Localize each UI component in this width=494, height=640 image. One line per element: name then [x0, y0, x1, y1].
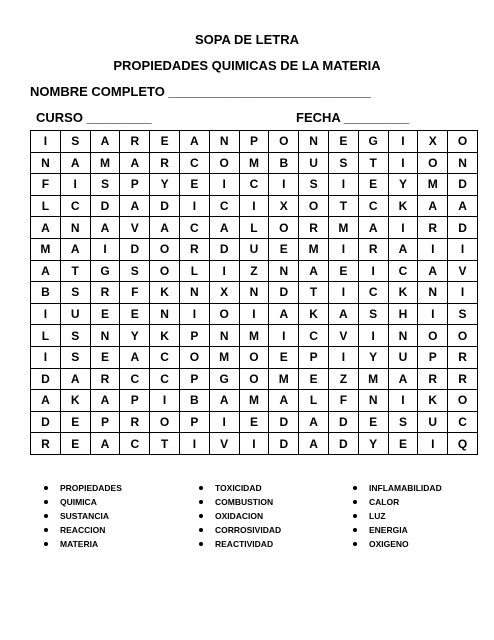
grid-cell[interactable]: E: [358, 174, 388, 196]
grid-cell[interactable]: L: [31, 325, 61, 347]
grid-cell[interactable]: O: [269, 131, 299, 153]
grid-cell[interactable]: U: [299, 152, 329, 174]
grid-cell[interactable]: P: [299, 346, 329, 368]
grid-cell[interactable]: T: [60, 260, 90, 282]
grid-cell[interactable]: T: [150, 433, 180, 455]
grid-cell[interactable]: F: [31, 174, 61, 196]
grid-cell[interactable]: I: [388, 390, 418, 412]
word-list-column-3: [353, 483, 442, 553]
grid-cell[interactable]: R: [448, 368, 478, 390]
grid-cell[interactable]: K: [299, 303, 329, 325]
bullet-icon: [353, 528, 357, 532]
grid-cell[interactable]: C: [239, 174, 269, 196]
grid-row: [31, 433, 478, 455]
grid-cell[interactable]: I: [239, 303, 269, 325]
grid-cell[interactable]: N: [239, 282, 269, 304]
grid-cell[interactable]: I: [150, 390, 180, 412]
grid-cell[interactable]: H: [388, 303, 418, 325]
grid-cell[interactable]: I: [269, 325, 299, 347]
grid-cell[interactable]: N: [150, 303, 180, 325]
grid-cell[interactable]: G: [358, 131, 388, 153]
grid-cell[interactable]: N: [358, 390, 388, 412]
word-label: COMBUSTION: [215, 497, 274, 507]
grid-cell[interactable]: A: [388, 368, 418, 390]
word-list-item: [353, 497, 442, 511]
grid-cell[interactable]: K: [418, 390, 448, 412]
grid-cell[interactable]: A: [60, 152, 90, 174]
grid-cell[interactable]: O: [418, 152, 448, 174]
grid-cell[interactable]: O: [150, 238, 180, 260]
word-label: CALOR: [369, 497, 400, 507]
grid-row: [31, 325, 478, 347]
grid-cell[interactable]: I: [418, 303, 448, 325]
date-field[interactable]: FECHA _________: [296, 110, 409, 125]
grid-cell[interactable]: E: [179, 174, 209, 196]
grid-cell[interactable]: A: [299, 260, 329, 282]
grid-cell[interactable]: A: [418, 195, 448, 217]
word-label: TOXICIDAD: [215, 483, 262, 493]
grid-cell[interactable]: D: [448, 217, 478, 239]
bullet-icon: [44, 528, 48, 532]
grid-cell[interactable]: K: [60, 390, 90, 412]
grid-cell[interactable]: R: [418, 368, 448, 390]
grid-cell[interactable]: S: [60, 325, 90, 347]
grid-cell[interactable]: X: [269, 195, 299, 217]
grid-cell[interactable]: I: [358, 260, 388, 282]
grid-cell[interactable]: P: [90, 411, 120, 433]
grid-cell[interactable]: B: [31, 282, 61, 304]
grid-cell[interactable]: O: [179, 346, 209, 368]
full-name-field[interactable]: NOMBRE COMPLETO ____________________________: [30, 84, 371, 99]
word-list-item: [353, 525, 442, 539]
grid-cell[interactable]: M: [418, 174, 448, 196]
grid-cell[interactable]: I: [179, 433, 209, 455]
grid-cell[interactable]: O: [209, 152, 239, 174]
word-list-item: [199, 539, 281, 553]
bullet-icon: [199, 542, 203, 546]
grid-cell[interactable]: P: [179, 368, 209, 390]
word-label: OXIDACION: [215, 511, 264, 521]
grid-cell[interactable]: N: [388, 325, 418, 347]
grid-cell[interactable]: N: [209, 325, 239, 347]
grid-cell[interactable]: A: [388, 238, 418, 260]
grid-cell[interactable]: S: [120, 260, 150, 282]
word-list-item: [44, 525, 122, 539]
grid-cell[interactable]: E: [60, 433, 90, 455]
grid-cell[interactable]: I: [179, 303, 209, 325]
grid-cell[interactable]: Y: [358, 346, 388, 368]
grid-cell[interactable]: Y: [358, 433, 388, 455]
grid-row: [31, 131, 478, 153]
grid-cell[interactable]: C: [60, 195, 90, 217]
grid-cell[interactable]: D: [269, 411, 299, 433]
grid-row: [31, 152, 478, 174]
grid-cell[interactable]: E: [120, 303, 150, 325]
grid-cell[interactable]: N: [60, 217, 90, 239]
grid-cell[interactable]: A: [120, 195, 150, 217]
word-label: LUZ: [369, 511, 386, 521]
word-label: REACTIVIDAD: [215, 539, 274, 549]
grid-cell[interactable]: R: [120, 411, 150, 433]
grid-cell[interactable]: A: [31, 390, 61, 412]
grid-row: [31, 238, 478, 260]
grid-cell[interactable]: I: [31, 303, 61, 325]
grid-cell[interactable]: E: [150, 131, 180, 153]
grid-cell[interactable]: Q: [448, 433, 478, 455]
grid-cell[interactable]: E: [239, 411, 269, 433]
grid-cell[interactable]: V: [328, 325, 358, 347]
grid-cell[interactable]: S: [448, 303, 478, 325]
grid-cell[interactable]: P: [120, 390, 150, 412]
grid-cell[interactable]: V: [120, 217, 150, 239]
grid-cell[interactable]: Z: [328, 368, 358, 390]
grid-row: [31, 390, 478, 412]
grid-cell[interactable]: E: [90, 346, 120, 368]
grid-cell[interactable]: A: [120, 346, 150, 368]
grid-cell[interactable]: I: [209, 174, 239, 196]
grid-cell[interactable]: X: [418, 131, 448, 153]
grid-cell[interactable]: I: [328, 174, 358, 196]
grid-row: [31, 174, 478, 196]
grid-cell[interactable]: R: [31, 433, 61, 455]
word-search-grid: [30, 130, 478, 455]
grid-cell[interactable]: T: [358, 152, 388, 174]
grid-cell[interactable]: M: [239, 325, 269, 347]
page-title: SOPA DE LETRA: [194, 32, 299, 47]
grid-cell[interactable]: T: [328, 195, 358, 217]
grid-cell[interactable]: A: [150, 217, 180, 239]
grid-cell[interactable]: I: [328, 238, 358, 260]
grid-cell[interactable]: I: [179, 195, 209, 217]
grid-cell[interactable]: I: [209, 411, 239, 433]
grid-cell[interactable]: C: [358, 195, 388, 217]
grid-cell[interactable]: A: [60, 238, 90, 260]
grid-cell[interactable]: I: [31, 131, 61, 153]
grid-cell[interactable]: D: [209, 238, 239, 260]
grid-cell[interactable]: R: [120, 131, 150, 153]
grid-cell[interactable]: V: [209, 433, 239, 455]
grid-row: [31, 260, 478, 282]
grid-cell[interactable]: O: [239, 346, 269, 368]
grid-cell[interactable]: C: [179, 152, 209, 174]
grid-cell[interactable]: D: [328, 433, 358, 455]
grid-cell[interactable]: I: [448, 238, 478, 260]
grid-cell[interactable]: R: [418, 217, 448, 239]
bullet-icon: [199, 486, 203, 490]
grid-cell[interactable]: A: [31, 217, 61, 239]
grid-cell[interactable]: V: [448, 260, 478, 282]
grid-cell[interactable]: K: [388, 195, 418, 217]
grid-cell[interactable]: S: [60, 346, 90, 368]
grid-cell[interactable]: A: [90, 217, 120, 239]
grid-cell[interactable]: A: [120, 152, 150, 174]
grid-cell[interactable]: I: [418, 433, 448, 455]
bullet-icon: [353, 500, 357, 504]
grid-cell[interactable]: F: [120, 282, 150, 304]
grid-cell[interactable]: C: [388, 260, 418, 282]
grid-cell[interactable]: I: [328, 282, 358, 304]
grid-cell[interactable]: N: [299, 131, 329, 153]
grid-cell[interactable]: S: [388, 411, 418, 433]
grid-row: [31, 303, 478, 325]
word-list-item: [44, 497, 122, 511]
grid-cell[interactable]: P: [239, 131, 269, 153]
word-label: QUIMICA: [60, 497, 97, 507]
word-label: PROPIEDADES: [60, 483, 122, 493]
grid-cell[interactable]: G: [90, 260, 120, 282]
grid-cell[interactable]: D: [31, 411, 61, 433]
grid-cell[interactable]: M: [328, 217, 358, 239]
word-list-item: [353, 483, 442, 497]
grid-cell[interactable]: O: [150, 260, 180, 282]
grid-cell[interactable]: A: [269, 303, 299, 325]
grid-cell[interactable]: E: [299, 368, 329, 390]
grid-cell[interactable]: P: [179, 411, 209, 433]
grid-cell[interactable]: I: [90, 238, 120, 260]
grid-cell[interactable]: G: [209, 368, 239, 390]
grid-cell[interactable]: A: [31, 260, 61, 282]
grid-cell[interactable]: C: [120, 368, 150, 390]
grid-cell[interactable]: E: [328, 260, 358, 282]
grid-cell[interactable]: E: [328, 131, 358, 153]
grid-cell[interactable]: N: [179, 282, 209, 304]
grid-cell[interactable]: S: [299, 174, 329, 196]
grid-cell[interactable]: R: [358, 238, 388, 260]
grid-cell[interactable]: N: [31, 152, 61, 174]
grid-cell[interactable]: M: [239, 152, 269, 174]
grid-cell[interactable]: O: [448, 325, 478, 347]
word-label: SUSTANCIA: [60, 511, 109, 521]
page-subtitle: PROPIEDADES QUIMICAS DE LA MATERIA: [113, 58, 381, 73]
grid-cell[interactable]: S: [60, 131, 90, 153]
bullet-icon: [44, 486, 48, 490]
word-list-item: [353, 539, 442, 553]
bullet-icon: [44, 514, 48, 518]
grid-cell[interactable]: U: [60, 303, 90, 325]
grid-cell[interactable]: R: [448, 346, 478, 368]
grid-cell[interactable]: L: [31, 195, 61, 217]
grid-cell[interactable]: A: [209, 390, 239, 412]
grid-cell[interactable]: N: [418, 282, 448, 304]
grid-cell[interactable]: U: [239, 238, 269, 260]
grid-cell[interactable]: N: [90, 325, 120, 347]
word-list-column-2: [199, 483, 281, 553]
grid-cell[interactable]: I: [209, 260, 239, 282]
grid-cell[interactable]: D: [448, 174, 478, 196]
bullet-icon: [199, 500, 203, 504]
grid-cell[interactable]: O: [448, 131, 478, 153]
grid-cell[interactable]: N: [209, 131, 239, 153]
grid-cell[interactable]: R: [179, 238, 209, 260]
grid-cell[interactable]: E: [269, 238, 299, 260]
grid-cell[interactable]: I: [448, 282, 478, 304]
grid-cell[interactable]: M: [31, 238, 61, 260]
grid-cell[interactable]: U: [388, 346, 418, 368]
grid-cell[interactable]: M: [358, 368, 388, 390]
grid-cell[interactable]: E: [358, 411, 388, 433]
grid-cell[interactable]: O: [269, 217, 299, 239]
grid-cell[interactable]: A: [209, 217, 239, 239]
grid-row: [31, 368, 478, 390]
grid-cell[interactable]: C: [150, 346, 180, 368]
grid-cell[interactable]: O: [150, 411, 180, 433]
grid-cell[interactable]: B: [269, 152, 299, 174]
word-list-item: [199, 483, 281, 497]
grid-cell[interactable]: T: [299, 282, 329, 304]
grid-cell[interactable]: C: [448, 411, 478, 433]
bullet-icon: [199, 528, 203, 532]
grid-cell[interactable]: B: [179, 390, 209, 412]
grid-cell[interactable]: M: [269, 368, 299, 390]
grid-cell[interactable]: A: [60, 368, 90, 390]
grid-cell[interactable]: S: [328, 152, 358, 174]
grid-cell[interactable]: F: [328, 390, 358, 412]
word-label: ENERGIA: [369, 525, 408, 535]
grid-cell[interactable]: A: [328, 303, 358, 325]
grid-cell[interactable]: L: [299, 390, 329, 412]
grid-cell[interactable]: A: [90, 390, 120, 412]
grid-cell[interactable]: C: [120, 433, 150, 455]
grid-cell[interactable]: A: [299, 411, 329, 433]
grid-cell[interactable]: N: [448, 152, 478, 174]
grid-row: [31, 282, 478, 304]
grid-cell[interactable]: R: [90, 368, 120, 390]
grid-row: [31, 217, 478, 239]
grid-cell[interactable]: A: [179, 131, 209, 153]
grid-cell[interactable]: I: [388, 131, 418, 153]
course-field[interactable]: CURSO _________: [36, 110, 152, 125]
grid-cell[interactable]: E: [388, 433, 418, 455]
grid-cell[interactable]: U: [418, 411, 448, 433]
grid-cell[interactable]: C: [299, 325, 329, 347]
grid-cell[interactable]: C: [179, 217, 209, 239]
word-list-item: [44, 483, 122, 497]
bullet-icon: [44, 500, 48, 504]
grid-cell[interactable]: C: [209, 195, 239, 217]
bullet-icon: [353, 514, 357, 518]
grid-row: [31, 411, 478, 433]
grid-cell[interactable]: A: [358, 217, 388, 239]
grid-cell[interactable]: M: [299, 238, 329, 260]
grid-cell[interactable]: P: [179, 325, 209, 347]
grid-cell[interactable]: A: [418, 260, 448, 282]
word-label: INFLAMABILIDAD: [369, 483, 442, 493]
grid-cell[interactable]: D: [90, 195, 120, 217]
grid-cell[interactable]: A: [299, 433, 329, 455]
grid-cell[interactable]: K: [150, 282, 180, 304]
grid-cell[interactable]: O: [418, 325, 448, 347]
word-list-item: [353, 511, 442, 525]
word-list-item: [44, 511, 122, 525]
grid-cell[interactable]: I: [418, 238, 448, 260]
grid-cell[interactable]: M: [209, 346, 239, 368]
grid-cell[interactable]: S: [358, 303, 388, 325]
grid-cell[interactable]: K: [388, 282, 418, 304]
grid-cell[interactable]: D: [269, 433, 299, 455]
grid-cell[interactable]: C: [358, 282, 388, 304]
grid-cell[interactable]: Y: [388, 174, 418, 196]
grid-cell[interactable]: A: [269, 390, 299, 412]
grid-cell[interactable]: I: [239, 195, 269, 217]
grid-cell[interactable]: L: [239, 217, 269, 239]
grid-cell[interactable]: R: [299, 217, 329, 239]
grid-cell[interactable]: P: [120, 174, 150, 196]
grid-cell[interactable]: Y: [150, 174, 180, 196]
grid-cell[interactable]: L: [179, 260, 209, 282]
grid-cell[interactable]: I: [388, 217, 418, 239]
grid-cell[interactable]: K: [150, 325, 180, 347]
grid-cell[interactable]: I: [358, 325, 388, 347]
grid-cell[interactable]: I: [269, 174, 299, 196]
grid-cell[interactable]: E: [90, 303, 120, 325]
grid-cell[interactable]: I: [328, 346, 358, 368]
grid-cell[interactable]: D: [120, 238, 150, 260]
grid-cell[interactable]: O: [209, 303, 239, 325]
grid-cell[interactable]: A: [90, 433, 120, 455]
word-label: REACCION: [60, 525, 106, 535]
grid-cell[interactable]: O: [239, 368, 269, 390]
grid-cell[interactable]: D: [31, 368, 61, 390]
grid-cell[interactable]: E: [60, 411, 90, 433]
grid-cell[interactable]: X: [209, 282, 239, 304]
grid-cell[interactable]: M: [239, 390, 269, 412]
grid-row: [31, 346, 478, 368]
grid-cell[interactable]: D: [328, 411, 358, 433]
grid-cell[interactable]: I: [31, 346, 61, 368]
grid-cell[interactable]: Z: [239, 260, 269, 282]
grid-cell[interactable]: N: [269, 260, 299, 282]
word-label: CORROSIVIDAD: [215, 525, 282, 535]
grid-cell[interactable]: I: [60, 174, 90, 196]
grid-row: [31, 195, 478, 217]
grid-cell[interactable]: Y: [120, 325, 150, 347]
grid-cell[interactable]: O: [448, 390, 478, 412]
grid-cell[interactable]: A: [90, 131, 120, 153]
grid-cell[interactable]: I: [239, 433, 269, 455]
word-list-column-1: [44, 483, 122, 553]
grid-cell[interactable]: P: [418, 346, 448, 368]
bullet-icon: [44, 542, 48, 546]
bullet-icon: [199, 514, 203, 518]
grid-cell[interactable]: M: [90, 152, 120, 174]
word-list-item: [199, 511, 281, 525]
bullet-icon: [353, 486, 357, 490]
grid-cell[interactable]: I: [388, 152, 418, 174]
word-list-item: [44, 539, 122, 553]
word-list-item: [199, 525, 281, 539]
grid-cell[interactable]: O: [299, 195, 329, 217]
grid-cell[interactable]: D: [269, 282, 299, 304]
grid-cell[interactable]: A: [448, 195, 478, 217]
grid-cell[interactable]: E: [269, 346, 299, 368]
bullet-icon: [353, 542, 357, 546]
grid-cell[interactable]: R: [150, 152, 180, 174]
word-label: MATERIA: [60, 539, 99, 549]
grid-cell[interactable]: D: [150, 195, 180, 217]
grid-cell[interactable]: C: [150, 368, 180, 390]
grid-cell[interactable]: R: [90, 282, 120, 304]
grid-cell[interactable]: S: [60, 282, 90, 304]
grid-cell[interactable]: S: [90, 174, 120, 196]
word-label: OXIGENO: [369, 539, 409, 549]
word-list-item: [199, 497, 281, 511]
